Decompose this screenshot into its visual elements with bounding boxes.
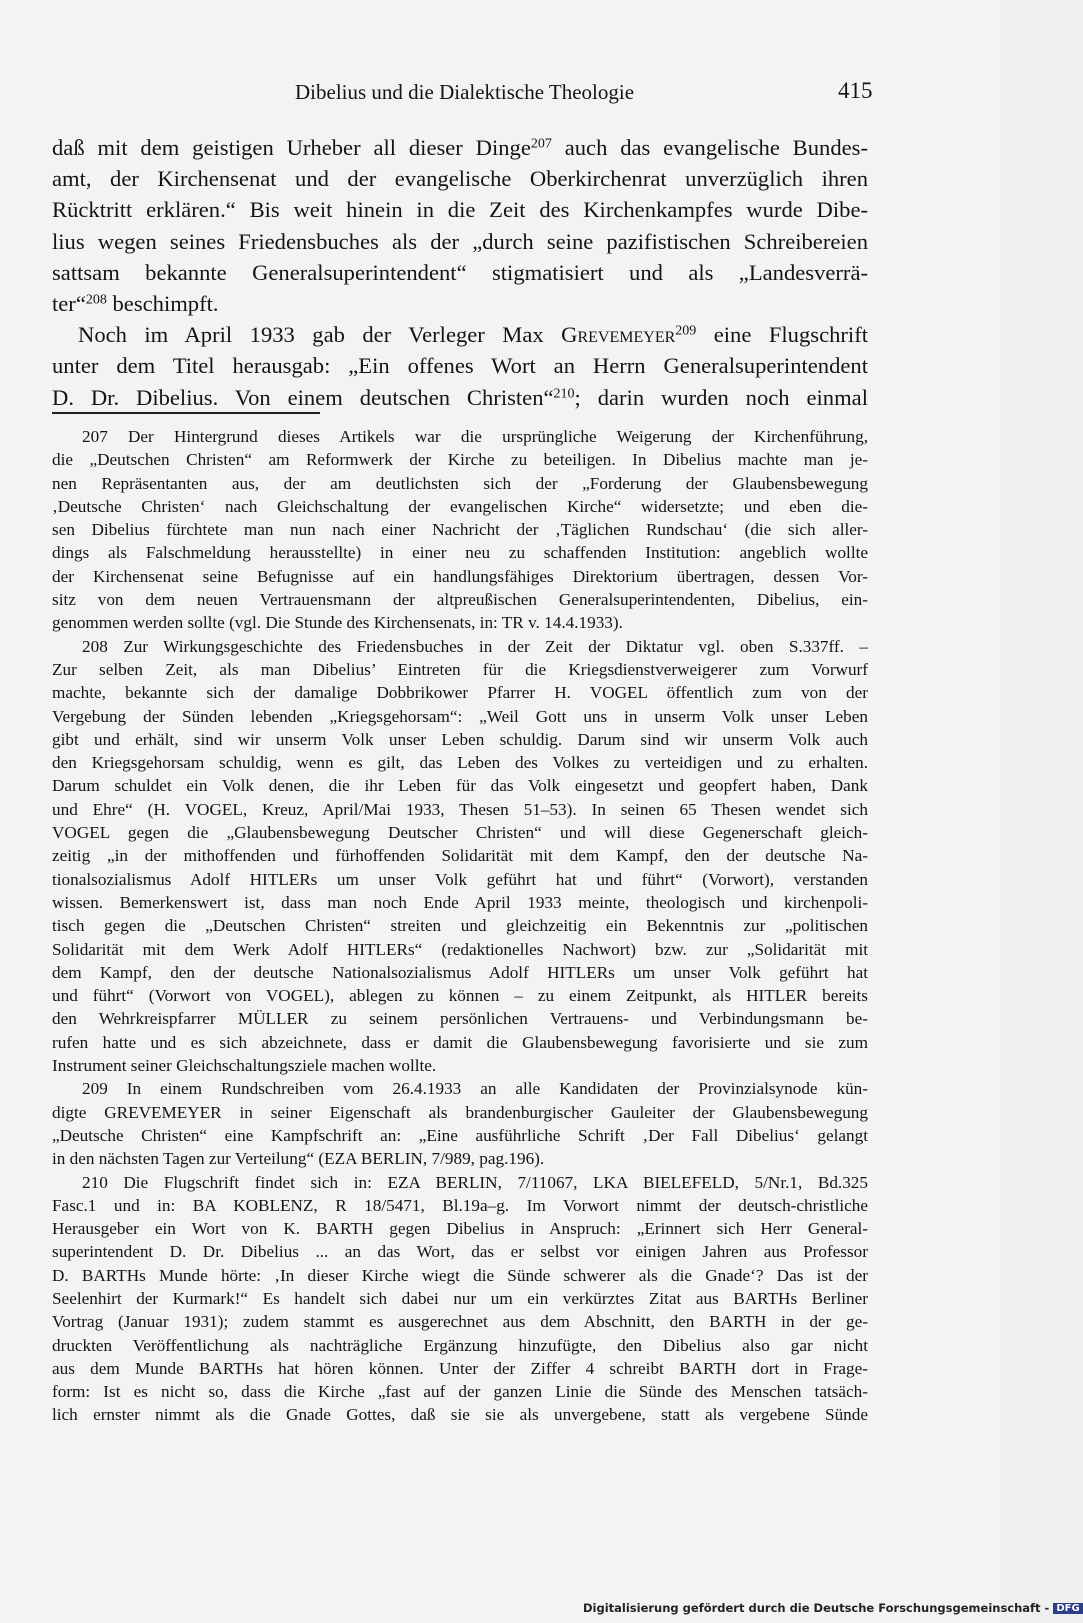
- footnote-line: gibt und erhält, sind wir unserm Volk unser Leben schuldig. Darum sind wir unserm Volk auch: [52, 729, 868, 749]
- footnote-line: form: Ist es nicht so, dass die Kirche „fast auf der ganzen Linie die Sünde des Menschen tatsäch-: [52, 1382, 868, 1402]
- footnote-line: nen Repräsentanten aus, der am deutlichsten sich der „Forderung der Glaubensbewegung: [52, 473, 868, 493]
- footnote-line: tisch gegen die „Deutschen Christen“ streiten und gleichzeitig ein Bekenntnis zur „politischen: [52, 916, 868, 936]
- footnote-line: Vergebung der Sünden lebenden „Kriegsgehorsam“: „Weil Gott uns in unserm Volk unser Leben: [52, 706, 868, 726]
- footnote-line: superintendent D. Dr. Dibelius ... an das Wort, das er selbst vor einigen Jahren aus Professor: [52, 1242, 868, 1262]
- footnote-line: sen Dibelius fürchtete man nun nach einer Nachricht der ‚Täglichen Rundschau‘ (die sich aller-: [52, 520, 868, 540]
- footnote-line: aus dem Munde BARTHs hat hören können. Unter der Ziffer 4 schreibt BARTH dort in Frage-: [52, 1358, 868, 1378]
- footnote-line: tionalsozialismus Adolf HITLERs um unser Volk geführt hat und führt“ (Vorwort), verstanden: [52, 869, 868, 889]
- footnote-line: 210 Die Flugschrift findet sich in: EZA BERLIN, 7/11067, LKA BIELEFELD, 5/Nr.1, Bd.325: [82, 1172, 868, 1192]
- running-title: Dibelius und die Dialektische Theologie: [295, 80, 635, 104]
- body-line: sattsam bekannte Generalsuperintendent“ stigmatisiert und als „Landesverrä-: [52, 259, 868, 285]
- dfg-logo: DFG: [1053, 1603, 1082, 1614]
- footnote-line: Vortrag (Januar 1931); zudem stammt es ausgerechnet aus dem Abschnitt, den BARTH in der ge-: [52, 1312, 868, 1332]
- page-number: 415: [838, 78, 873, 103]
- footnote-line: Instrument seiner Gleichschaltungsziele machen wollte.: [52, 1056, 437, 1076]
- main-text: [52, 132, 868, 413]
- footnote-line: Solidarität mit dem Werk Adolf HITLERs“ (redaktionelles Nachwort) bzw. zur „Solidarität mit: [52, 939, 868, 959]
- footnote-line: Seelenhirt der Kurmark!“ Es handelt sich dabei nur um ein verkürztes Zitat aus BARTHs Berliner: [52, 1288, 868, 1308]
- body-line: amt, der Kirchensenat und der evangelische Oberkirchenrat unverzüglich ihren: [52, 166, 868, 192]
- footnote-line: der Kirchensenat seine Befugnisse auf ein handlungsfähiges Direktorium übertragen, dessen Vor-: [52, 566, 868, 586]
- footnote-line: 208 Zur Wirkungsgeschichte des Friedensbuches in der Zeit der Diktatur vgl. oben S.337ff. –: [82, 636, 868, 656]
- body-line: D. Dr. Dibelius. Von einem deutschen Christen“$^{210}$; darin wurden noch einmal: [52, 384, 868, 410]
- footnote-line: 207 Der Hintergrund dieses Artikels war die ursprüngliche Weigerung der Kirchenführung,: [82, 427, 868, 446]
- footnote-line: Fasc.1 und in: BA KOBLENZ, R 18/5471, Bl.19a–g. Im Vorwort nimmt der deutsch-christliche: [52, 1195, 868, 1215]
- footnote-line: Herausgeber ein Wort von K. BARTH gegen Dibelius in Anspruch: „Erinnert sich Herr General-: [52, 1219, 868, 1239]
- body-line: ter“$^{208}$ beschimpft.: [52, 291, 219, 317]
- footnote-separator: [52, 412, 320, 414]
- footnote-line: VOGEL gegen die „Glaubensbewegung Deutscher Christen“ und will diese Gegenerschaft gleich-: [52, 823, 868, 843]
- footnote-line: sitz von dem neuen Vertrauensmann der altpreußischen Generalsuperintendenten, Dibelius, ein-: [52, 590, 868, 610]
- footnote-line: druckten Veröffentlichung als nachträgliche Ergänzung hinzufügte, den Dibelius also gar nicht: [52, 1335, 868, 1355]
- footnote-line: rufen hatte und es sich abzeichnete, dass er damit die Glaubensbewegung favorisierte und sie zum: [52, 1032, 868, 1052]
- footnote-line: lich ernster nimmt als die Gnade Gottes, daß sie sie als unvergebene, statt als vergebene Sünde: [52, 1405, 868, 1425]
- body-line: unter dem Titel herausgab: „Ein offenes Wort an Herrn Generalsuperintendent: [52, 353, 868, 379]
- footnote-ref[interactable]: 210: [553, 385, 575, 401]
- footnote-line: ‚Deutsche Christen‘ nach Gleichschaltung der evangelischen Kirche“ widersetzte; und eben die-: [52, 496, 868, 516]
- footnote-ref[interactable]: 209: [675, 323, 697, 339]
- credit-text: Digitalisierung gefördert durch die Deutsche Forschungsgemeinschaft -: [583, 1601, 1050, 1615]
- footnote-line: zeitig „in der mithoffenden und fürhoffenden Solidarität mit dem Kampf, den der deutsche Na-: [52, 846, 868, 866]
- digitization-credit: [583, 1601, 1083, 1615]
- footnote-line: „Deutsche Christen“ eine Kampfschrift an: „Eine ausführliche Schrift ‚Der Fall Dibelius‘ gelangt: [52, 1125, 868, 1145]
- footnote-line: in den nächsten Tagen zur Verteilung“ (EZA BERLIN, 7/989, pag.196).: [52, 1149, 545, 1169]
- footnote-ref[interactable]: 207: [530, 136, 552, 152]
- footnote-line: Zur selben Zeit, als man Dibelius’ Eintreten für die Kriegsdienstverweigerer zum Vorwurf: [52, 659, 868, 679]
- footnote-line: den Kriegsgehorsam schuldig, wenn es gilt, das Leben des Volkes zu verteidigen und zu erhalten.: [52, 753, 868, 773]
- footnote-line: machte, bekannte sich der damalige Dobbrikower Pfarrer H. VOGEL öffentlich zum von der: [52, 683, 868, 703]
- body-line: daß mit dem geistigen Urheber all dieser Dinge$^{207}$ auch das evangelische Bundes-: [52, 135, 868, 160]
- footnote-line: wissen. Bemerkenswert ist, dass man noch Ende April 1933 meinte, theologisch und kirchenpoli-: [52, 892, 868, 912]
- footnote-line: und Ehre“ (H. VOGEL, Kreuz, April/Mai 1933, Thesen 51–53). In seinen 65 Thesen wendet sich: [52, 799, 868, 819]
- body-line: lius wegen seines Friedensbuches als der „durch seine pazifistischen Schreibereien: [52, 228, 868, 254]
- footnote-line: dings als Falschmeldung herausstellte) in einer neu zu schaffenden Institution: angeblich wollte: [52, 543, 868, 563]
- body-line: Rücktritt erklären.“ Bis weit hinein in die Zeit des Kirchenkampfes wurde Dibe-: [52, 197, 868, 223]
- footnote-line: D. BARTHs Munde hörte: ‚In dieser Kirche wiegt die Sünde schwerer als die Gnade‘? Das ist der: [52, 1265, 868, 1285]
- footnote-line: den Wehrkreispfarrer MÜLLER zu seinem persönlichen Vertrauens- und Verbindungsmann be-: [52, 1009, 868, 1029]
- footnote-line: die „Deutschen Christen“ am Reformwerk der Kirche zu beteiligen. In Dibelius machte man je-: [52, 450, 868, 470]
- body-line: Noch im April 1933 gab der Verleger Max Grevemeyer$^{209}$ eine Flugschrift: [78, 322, 868, 348]
- footnote-line: Darum schuldet ein Volk denen, die ihr Leben für das Volk eingesetzt und geopfert haben, Dank: [52, 776, 868, 796]
- footnote-line: 209 In einem Rundschreiben vom 26.4.1933 an alle Kandidaten der Provinzialsynode kün-: [82, 1079, 868, 1099]
- footnote-line: dem Kampf, den der deutsche Nationalsozialismus Adolf HITLERs um unser Volk geführt hat: [52, 962, 868, 982]
- footnotes: [52, 425, 868, 1427]
- footnote-line: und führt“ (Vorwort von VOGEL), ablegen zu können – zu einem Zeitpunkt, als HITLER bereits: [52, 986, 868, 1006]
- footnote-line: genommen werden sollte (vgl. Die Stunde des Kirchensenats, in: TR v. 14.4.1933).: [52, 613, 623, 633]
- footnote-ref[interactable]: 208: [85, 292, 107, 308]
- footnote-line: digte GREVEMEYER in seiner Eigenschaft als brandenburgischer Gauleiter der Glaubensbewegung: [52, 1102, 868, 1122]
